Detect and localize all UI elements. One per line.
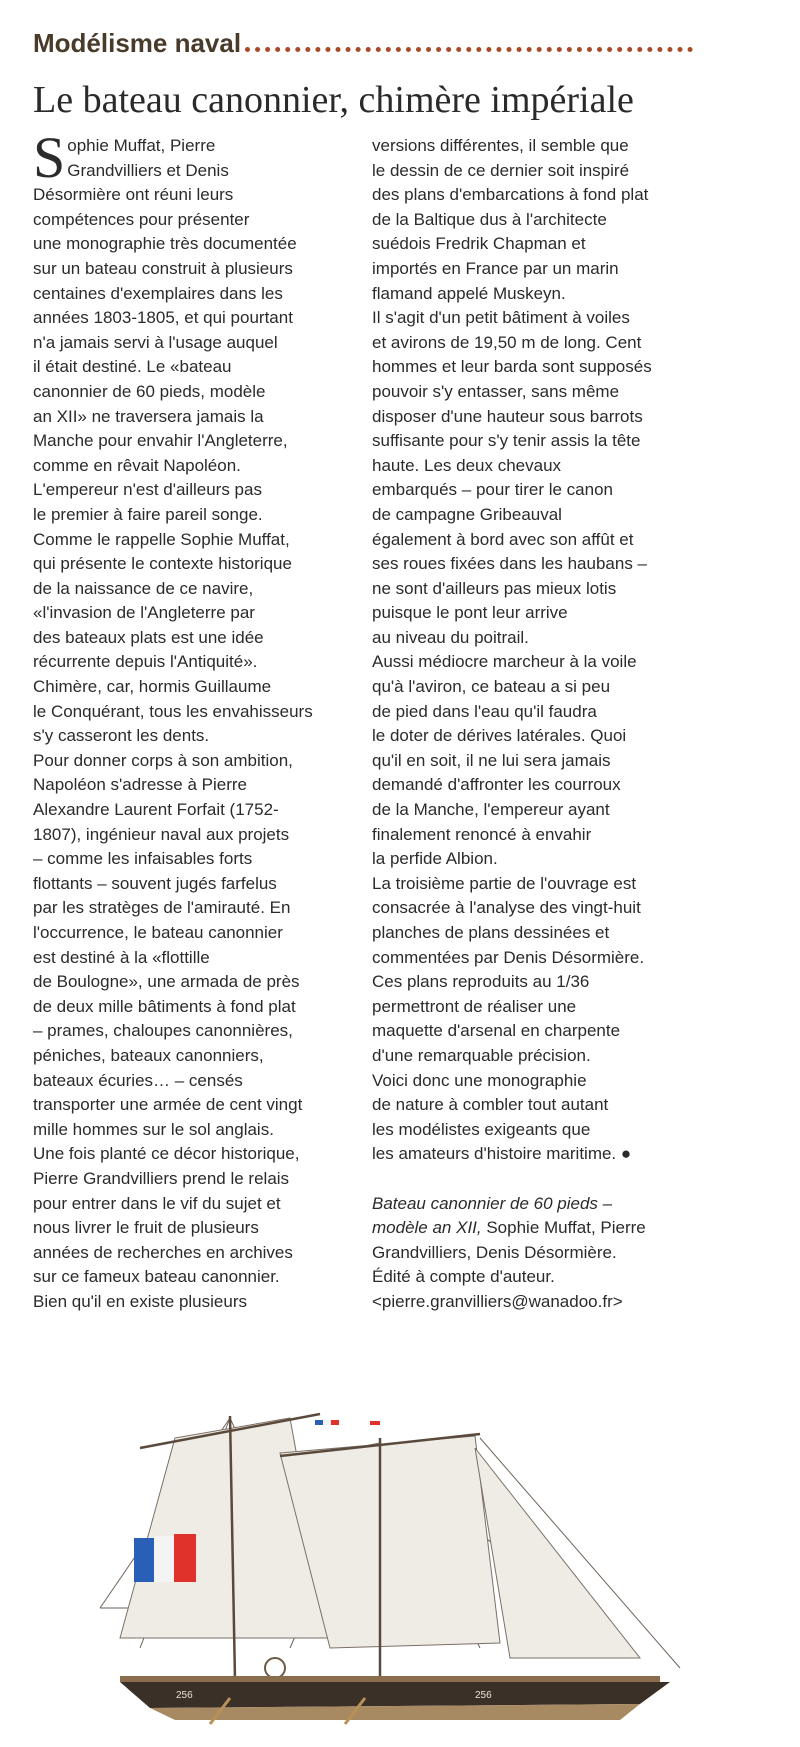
text-line: pouvoir s'y entasser, sans même xyxy=(372,381,620,401)
text-line: Manche pour envahir l'Angleterre, xyxy=(33,431,288,451)
text-line: versions différentes, il semble que xyxy=(372,136,629,155)
text-line: suédois Fredrik Chapman et xyxy=(372,234,586,254)
drop-cap: S xyxy=(33,125,66,190)
text-line: années 1803-1805, et qui pourtant xyxy=(33,308,293,328)
text-line: de la naissance de ce navire, xyxy=(33,578,254,598)
text-line: embarqués – pour tirer le canon xyxy=(372,480,613,500)
text-line: 1807), ingénieur naval aux projets xyxy=(33,824,290,844)
text-line: s'y casseront les dents. xyxy=(33,726,210,746)
gunboat-illustration xyxy=(80,1408,700,1728)
text-line: le dessin de ce dernier soit inspiré xyxy=(372,160,630,180)
text-line: L'empereur n'est d'ailleurs pas xyxy=(33,480,262,500)
text-line: transporter une armée de cent vingt xyxy=(33,1095,303,1115)
text-line: le premier à faire pareil songe. xyxy=(33,504,263,524)
text-line: nous livrer le fruit de plusieurs xyxy=(33,1218,259,1238)
text-line: flottants – souvent jugés farfelus xyxy=(33,873,277,893)
spacer xyxy=(372,1167,702,1192)
text-line: Pierre Grandvilliers prend le relais xyxy=(33,1168,290,1188)
text-line: qu'à l'aviron, ce bateau a si peu xyxy=(372,677,611,697)
caption-authors: Sophie Muffat, Pierre xyxy=(481,1218,646,1238)
end-mark-icon: ● xyxy=(620,1144,632,1164)
text-line: qui présente le contexte historique xyxy=(33,554,292,574)
caption-line xyxy=(372,1216,702,1241)
text-line: également à bord avec son affût et xyxy=(372,529,634,549)
text-line: hommes et leur barda sont supposés xyxy=(372,357,652,377)
text-line: consacrée à l'analyse des vingt-huit xyxy=(372,898,641,918)
text-line: – prames, chaloupes canonnières, xyxy=(33,1021,293,1041)
caption-line: Grandvilliers, Denis Désormière. xyxy=(372,1242,617,1262)
text-line: finalement renoncé à envahir xyxy=(372,824,592,844)
text-line: comme en rêvait Napoléon. xyxy=(33,455,241,475)
text-line: par les stratèges de l'amirauté. En xyxy=(33,898,291,918)
hull-number: 256 xyxy=(176,1690,193,1701)
text-line: l'occurrence, le bateau canonnier xyxy=(33,923,283,942)
text-line: Désormière ont réuni leurs xyxy=(33,185,234,205)
text-line: Il s'agit d'un petit bâtiment à voiles xyxy=(372,308,630,328)
text-line: ne sont d'ailleurs pas mieux lotis xyxy=(372,578,617,598)
text-line: qu'il en soit, il ne lui sera jamais xyxy=(372,750,611,770)
text-line: commentées par Denis Désormière. xyxy=(372,947,645,967)
text-line: ophie Muffat, Pierre xyxy=(67,136,216,155)
text-line: années de recherches en archives xyxy=(33,1242,293,1262)
text-line: pour entrer dans le vif du sujet et xyxy=(33,1193,281,1213)
text-line: Ces plans reproduits au 1/36 xyxy=(372,972,590,992)
text-line: flamand appelé Muskeyn. xyxy=(372,283,566,303)
text-line: La troisième partie de l'ouvrage est xyxy=(372,873,637,893)
text-line: récurrente depuis l'Antiquité». xyxy=(33,652,258,672)
dotted-leader xyxy=(245,33,693,52)
text-line: centaines d'exemplaires dans les xyxy=(33,283,283,303)
hull-number: 256 xyxy=(475,1690,492,1701)
french-flag-icon xyxy=(134,1534,196,1582)
caption-book-title: Bateau canonnier de 60 pieds – xyxy=(372,1193,613,1213)
text-line: Chimère, car, hormis Guillaume xyxy=(33,677,272,697)
text-line: le doter de dérives latérales. Quoi xyxy=(372,726,627,746)
pennant-flags xyxy=(315,1420,380,1425)
text-line: ses roues fixées dans les haubans – xyxy=(372,554,648,574)
text-line: Aussi médiocre marcheur à la voile xyxy=(372,652,637,672)
text-line: il était destiné. Le «bateau xyxy=(33,357,232,377)
caption-book-title-cont: modèle an XII, xyxy=(372,1218,482,1238)
text-line: «l'invasion de l'Angleterre par xyxy=(33,603,255,623)
text-line: de la Baltique dus à l'architecte xyxy=(372,209,607,229)
text-line: les modélistes exigeants que xyxy=(372,1119,591,1139)
text-line: puisque le pont leur arrive xyxy=(372,603,568,623)
text-line: compétences pour présenter xyxy=(33,209,250,229)
text-line: est destiné à la «flottille xyxy=(33,947,210,967)
section-header xyxy=(33,28,693,59)
text-line: Une fois planté ce décor historique, xyxy=(33,1144,300,1164)
text-line: disposer d'une hauteur sous barrots xyxy=(372,406,643,426)
text-line: de la Manche, l'empereur ayant xyxy=(372,800,610,820)
left-column-lines xyxy=(33,183,363,1314)
right-column xyxy=(372,134,702,1315)
text-line: d'une remarquable précision. xyxy=(372,1045,591,1065)
caption-line: Édité à compte d'auteur. xyxy=(372,1267,555,1287)
hull xyxy=(120,1682,670,1708)
left-column xyxy=(33,125,363,1315)
text-line: bateaux écuries… – censés xyxy=(33,1070,243,1090)
text-line: planches de plans dessinées et xyxy=(372,923,610,942)
text-line: sur ce fameux bateau canonnier. xyxy=(33,1267,280,1287)
text-line: de pied dans l'eau qu'il faudra xyxy=(372,701,597,721)
text-line: Grandvilliers et Denis xyxy=(67,160,229,180)
text-line: des plans d'embarcations à fond plat xyxy=(372,185,649,205)
text-line: canonnier de 60 pieds, modèle xyxy=(33,381,266,401)
text-line: Bien qu'il en existe plusieurs xyxy=(33,1291,247,1311)
text-line: péniches, bateaux canonniers, xyxy=(33,1045,264,1065)
article-title: Le bateau canonnier, chimère impériale xyxy=(33,79,634,121)
text-line: et avirons de 19,50 m de long. Cent xyxy=(372,332,642,352)
closing-text: les amateurs d'histoire maritime. xyxy=(372,1144,617,1164)
text-line: suffisante pour s'y tenir assis la tête xyxy=(372,431,641,451)
text-line: des bateaux plats est une idée xyxy=(33,627,264,647)
text-line: de Boulogne», une armada de près xyxy=(33,972,300,992)
text-line: an XII» ne traversera jamais la xyxy=(33,406,264,426)
text-line: Alexandre Laurent Forfait (1752- xyxy=(33,800,279,820)
text-line: de nature à combler tout autant xyxy=(372,1095,609,1115)
deck-rail xyxy=(120,1676,660,1682)
text-line: haute. Les deux chevaux xyxy=(372,455,562,475)
gun-wheel-icon xyxy=(265,1658,285,1678)
right-column-lines xyxy=(372,134,702,1142)
text-line: n'a jamais servi à l'usage auquel xyxy=(33,332,278,352)
text-line: permettront de réaliser une xyxy=(372,996,577,1016)
text-line: Voici donc une monographie xyxy=(372,1070,587,1090)
text-line: la perfide Albion. xyxy=(372,849,498,869)
text-line: sur un bateau construit à plusieurs xyxy=(33,258,293,278)
text-line: Napoléon s'adresse à Pierre xyxy=(33,775,247,795)
section-label: Modélisme naval xyxy=(33,28,242,58)
text-line: demandé d'affronter les courroux xyxy=(372,775,621,795)
text-line: maquette d'arsenal en charpente xyxy=(372,1021,621,1041)
text-line: Pour donner corps à son ambition, xyxy=(33,750,293,770)
caption-email: <pierre.granvilliers@wanadoo.fr> xyxy=(372,1291,623,1311)
text-line: de deux mille bâtiments à fond plat xyxy=(33,996,296,1016)
text-line: au niveau du poitrail. xyxy=(372,627,529,647)
text-line: Comme le rappelle Sophie Muffat, xyxy=(33,529,290,549)
text-line: de campagne Gribeauval xyxy=(372,504,562,524)
text-line: une monographie très documentée xyxy=(33,234,297,254)
caption-line xyxy=(372,1192,702,1217)
text-line-last xyxy=(372,1142,702,1167)
text-line: le Conquérant, tous les envahisseurs xyxy=(33,701,313,721)
text-line: – comme les infaisables forts xyxy=(33,849,253,869)
text-line: mille hommes sur le sol anglais. xyxy=(33,1119,274,1139)
text-line: importés en France par un marin xyxy=(372,258,619,278)
